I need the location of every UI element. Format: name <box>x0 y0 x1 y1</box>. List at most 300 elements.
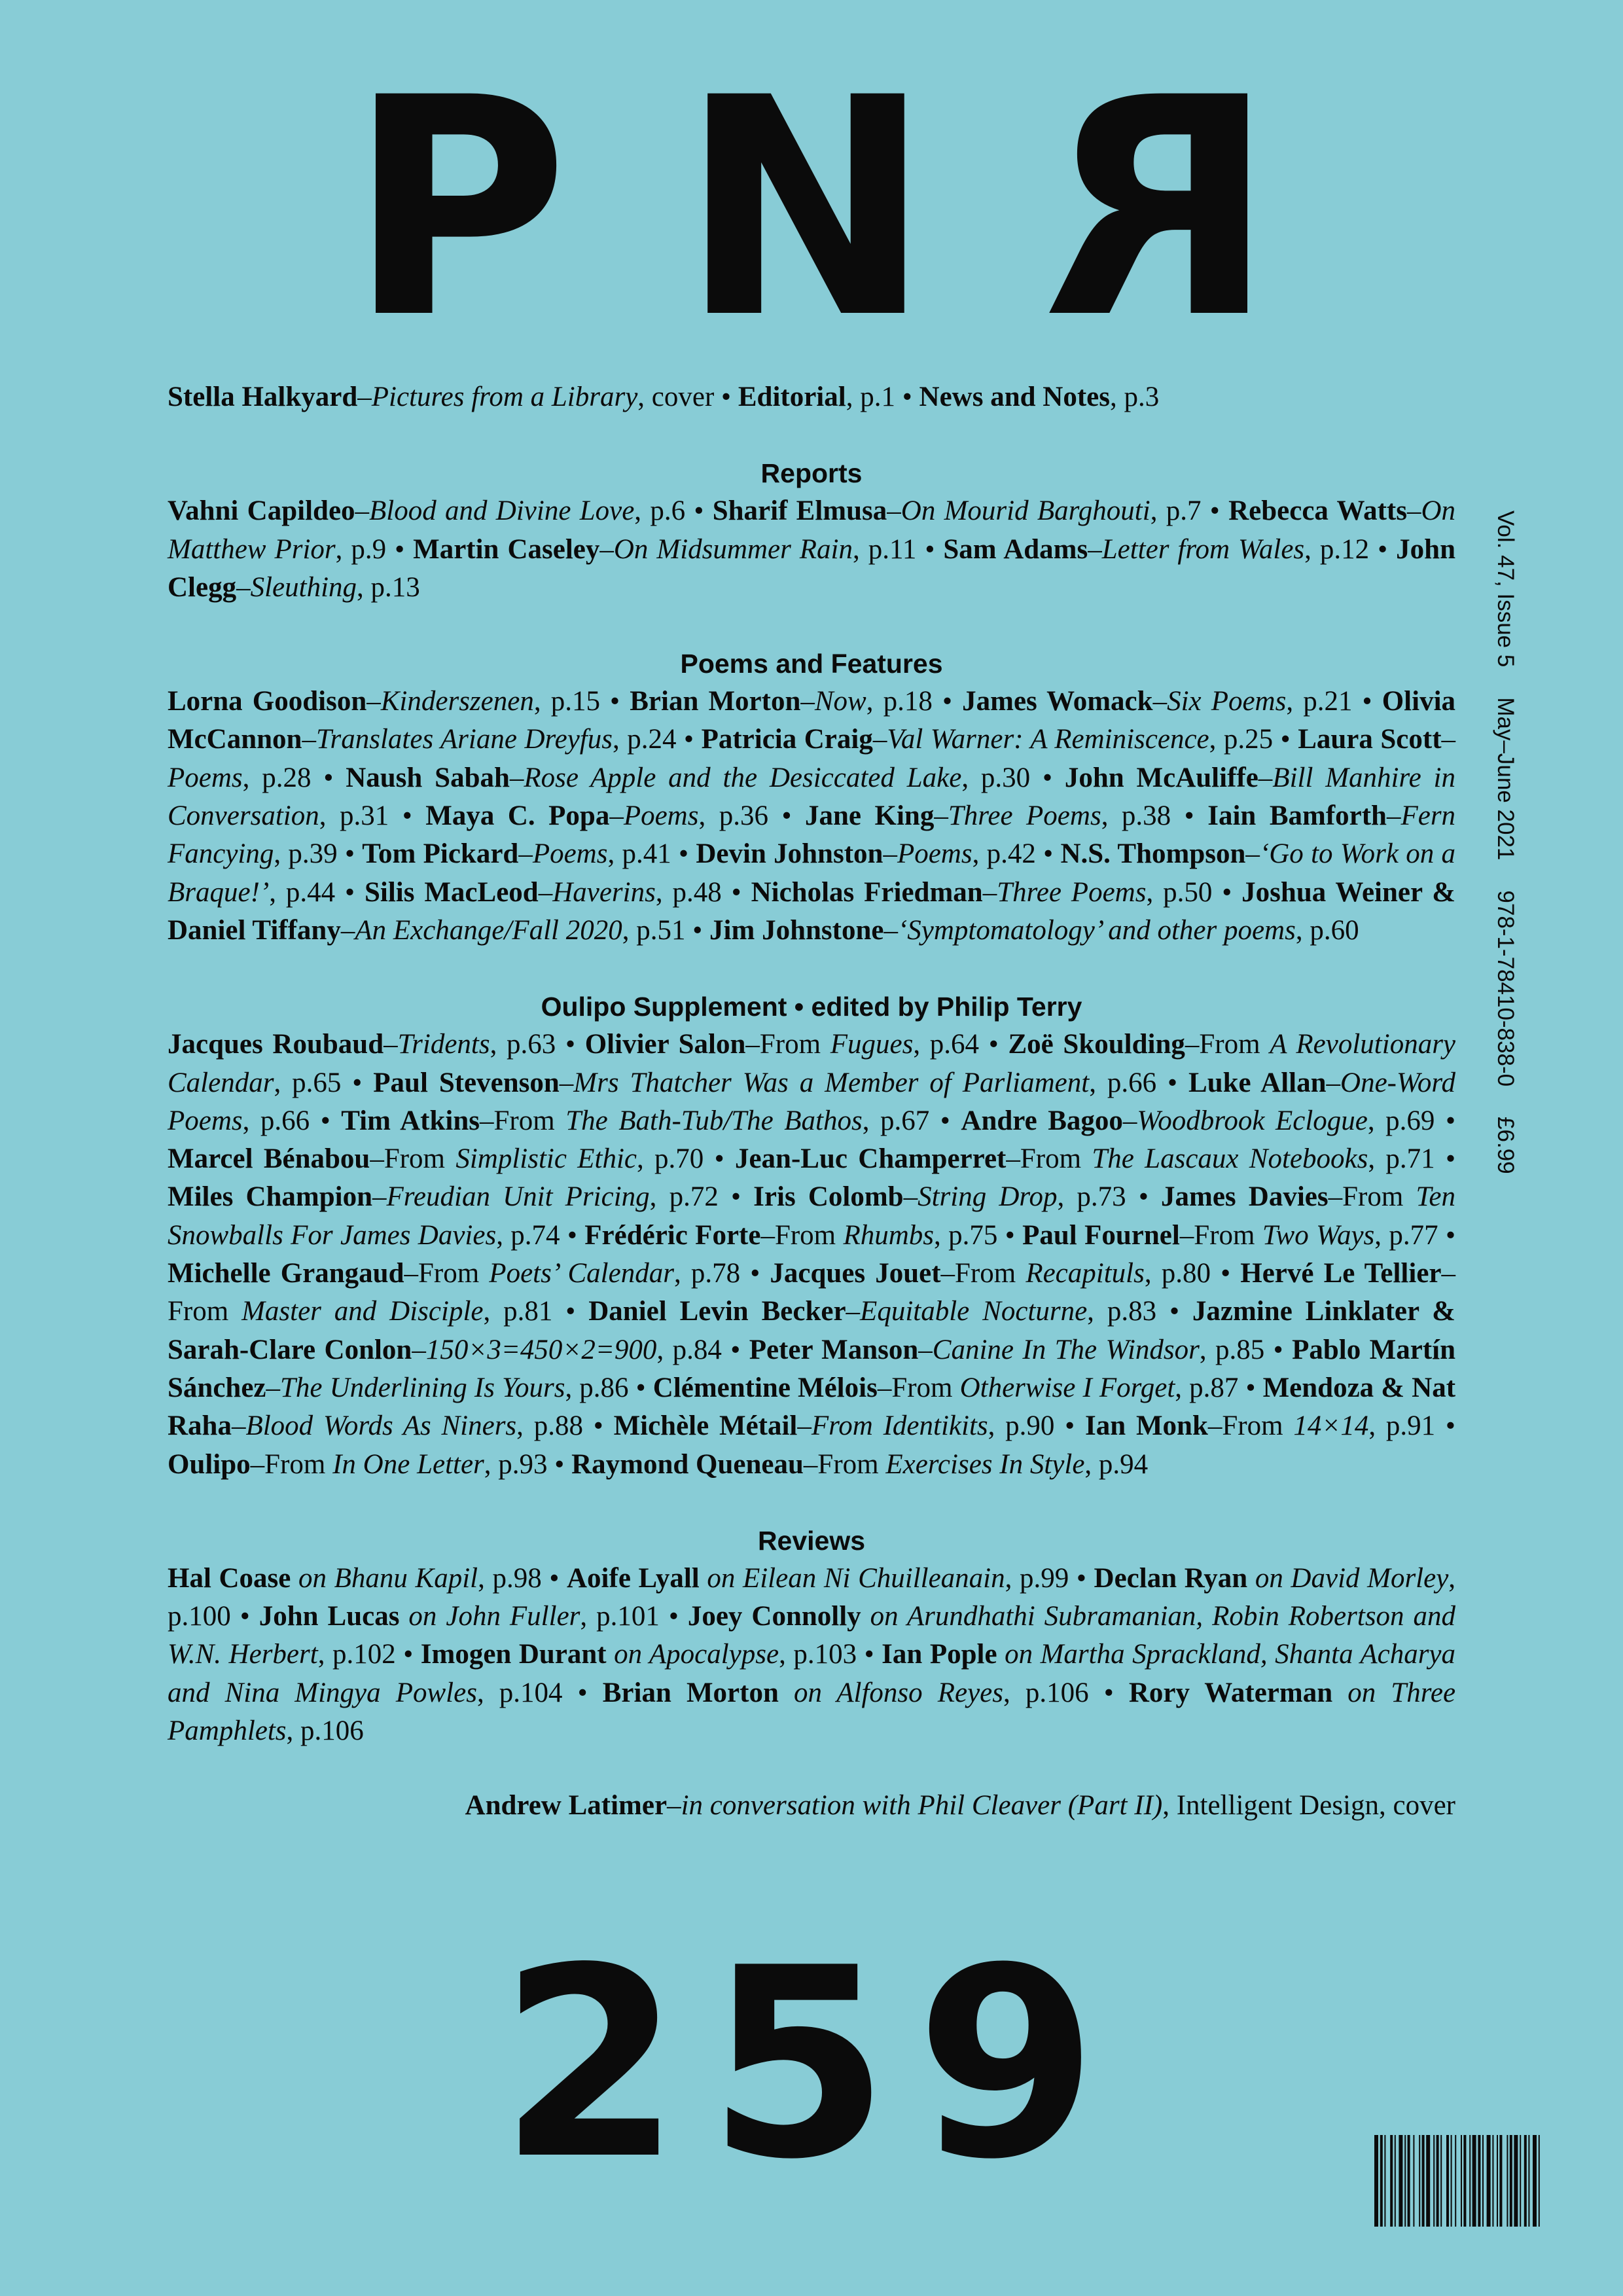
section-heading: Poems and Features <box>680 649 943 679</box>
entry-author: Olivia McCannon <box>168 686 1456 755</box>
contents-entry <box>346 762 1030 793</box>
entry-separator: –From <box>1006 1143 1092 1175</box>
entry-author: Jane King <box>805 800 935 832</box>
issue-number: 259 <box>499 1912 1124 2217</box>
entry-location: , p.74 <box>496 1219 560 1251</box>
entry-location: , p.30 <box>961 762 1031 793</box>
section-entries: Jacques Roubaud–Tridents, p.63 • Olivier Salon–From Fugues, p.64 • Zoë Skoulding–From A Revolutionary Calendar, p.65 • Paul Stevenson–Mrs Thatcher Was a Member of Parliament, p.66 • Luke Allan–One-Word Poems, p.66 • Tim Atkins–From The Bath-Tub/The Bathos, p.67 • Andre Bagoo–Woodbrook Eclogue, p.69 • Marcel Bénabou–From Simplistic Ethic, p.70 • Jean-Luc Champerret–From The Lascaux Notebooks, p.71 • Miles Champion–Freudian Unit Pricing, p.72 • Iris Colomb–String Drop, p.73 • James Davies–From Ten Snowballs For James Davies, p.74 • Frédéric Forte–From Rhumbs, p.75 • Paul Fournel–From Two Ways, p.77 • Michelle Grangaud–From Poets’ Calendar, p.78 • Jacques Jouet–From Recapituls, p.80 • Hervé Le Tellier–From Master and Disciple, p.81 • Daniel Levin Becker–Equitable Nocturne, p.83 • Jazmine Linklater & Sarah-Clare Conlon–150×3=450×2=900, p.84 • Peter Manson–Canine In The Windsor, p.85 • Pablo Martín Sánchez–The Underlining Is Yours, p.86 • Clémentine Mélois–From Otherwise I Forget, p.87 • Mendoza & Nat Raha–Blood Words As Niners, p.88 • Michèle Métail–From Identikits, p.90 • Ian Monk–From 14×14, p.91 • Oulipo–From In One Letter, p.93 • Raymond Queneau–From Exercises In Style, p.94 <box>168 1029 1456 1480</box>
barcode-bar <box>1487 2135 1491 2227</box>
entry-author: Sam Adams <box>943 533 1088 565</box>
entry-location: , p.44 <box>269 876 336 908</box>
section-entries: Lorna Goodison–Kinderszenen, p.15 • Brian Morton–Now, p.18 • James Womack–Six Poems, p.21 • Olivia McCannon–Translates Ariane Dreyfus, p.24 • Patricia Craig–Val Warner: A Reminiscence, p.25 • Laura Scott–Poems, p.28 • Naush Sabah–Rose Apple and the Desiccated Lake, p.30 • John McAuliffe–Bill Manhire in Conversation, p.31 • Maya C. Popa–Poems, p.36 • Jane King–Three Poems, p.38 • Iain Bamforth–Fern Fancying, p.39 • Tom Pickard–Poems, p.41 • Devin Johnston–Poems, p.42 • N.S. Thompson–‘Go to Work on a Braque!’, p.44 • Silis MacLeod–Haverins, p.48 • Nicholas Friedman–Three Poems, p.50 • Joshua Weiner & Daniel Tiffany–An Exchange/Fall 2020, p.51 • Jim Johnstone–‘Symptomatology’ and other poems, p.60 <box>168 686 1456 946</box>
entry-location: , p.88 <box>516 1410 583 1442</box>
entry-location: , p.75 <box>934 1219 998 1251</box>
contents-entry <box>749 1335 1265 1365</box>
barcode-bar <box>1472 2135 1476 2227</box>
entry-separator: – <box>903 1181 918 1213</box>
entry-location: , p.70 <box>636 1143 704 1175</box>
entry-author: Declan Ryan <box>1094 1562 1248 1594</box>
entry-location: , p.83 <box>1087 1296 1157 1327</box>
entry-title: Bill Manhire in Conversation <box>168 762 1456 832</box>
contents-entry <box>919 382 1160 412</box>
entry-title: in conversation with Phil Cleaver (Part II) <box>681 1790 1163 1821</box>
entry-author: Brian Morton <box>630 686 801 717</box>
barcode-bar <box>1520 2135 1521 2227</box>
entry-author: Miles Champion <box>168 1181 373 1213</box>
entry-separator: – <box>918 1334 933 1365</box>
contents-entry <box>1022 1220 1438 1251</box>
entry-separator: –From <box>1207 1410 1294 1442</box>
entry-author: Sharif Elmusa <box>712 495 887 527</box>
entry-location: , p.85 <box>1199 1334 1265 1365</box>
contents-entry <box>961 1105 1435 1136</box>
entry-title: on David Morley <box>1255 1562 1449 1594</box>
contents-entry <box>168 1449 548 1480</box>
entry-title: Rhumbs <box>843 1219 935 1251</box>
contents-entry <box>603 1677 1089 1708</box>
contents-entry <box>738 382 895 412</box>
barcode-bar <box>1390 2135 1393 2227</box>
entry-location: , p.7 <box>1150 495 1202 527</box>
section-entries: Vahni Capildeo–Blood and Divine Love, p.6 • Sharif Elmusa–On Mourid Barghouti, p.7 • Rebecca Watts–On Matthew Prior, p.9 • Martin Caseley–On Midsummer Rain, p.11 • Sam Adams–Letter from Wales, p.12 • John Clegg–Sleuthing, p.13 <box>168 495 1456 603</box>
entry-title: Poems <box>623 800 699 832</box>
entry-author: Brian Morton <box>602 1677 779 1708</box>
entry-title: Sleuthing <box>250 571 357 603</box>
entry-location: , p.99 <box>1005 1562 1069 1594</box>
entry-location: , cover <box>637 382 715 412</box>
entry-title: on Apocalypse <box>614 1639 779 1670</box>
contents-entry <box>421 1639 857 1670</box>
contents-entry <box>168 1143 704 1174</box>
entry-separator: – <box>599 533 614 565</box>
entry-separator: – <box>1245 838 1260 870</box>
contents-entry <box>168 1258 740 1289</box>
entry-separator: –From <box>745 1029 830 1060</box>
entry-title: Canine In The Windsor <box>932 1334 1200 1365</box>
logo-letter-p: P <box>348 34 569 384</box>
entry-separator: – <box>538 876 553 908</box>
closing-credit <box>168 1787 1455 1825</box>
entry-title: Otherwise I Forget <box>959 1372 1175 1403</box>
contents-entry <box>753 1181 1126 1212</box>
entry-location: , p.84 <box>656 1334 722 1365</box>
entry-author: Frédéric Forte <box>584 1219 761 1251</box>
entry-separator: – <box>887 495 901 527</box>
barcode-bar <box>1539 2135 1540 2227</box>
entry-location: , p.51 <box>622 914 686 946</box>
entry-separator <box>607 1639 615 1670</box>
contents-entry <box>571 1449 1148 1480</box>
barcode-bar <box>1408 2135 1410 2227</box>
entry-location: , p.81 <box>483 1296 553 1327</box>
entry-location: , p.11 <box>853 533 917 565</box>
entry-author: Raymond Queneau <box>571 1448 804 1480</box>
entry-separator: – <box>412 1334 426 1365</box>
entry-title: Poems <box>532 838 608 870</box>
entry-separator: –From <box>940 1258 1026 1289</box>
entry-title: The Bath-Tub/The Bathos <box>565 1105 863 1136</box>
entry-location: , p.77 <box>1374 1219 1438 1251</box>
barcode-bar <box>1507 2135 1508 2227</box>
entry-title: A Revolutionary Calendar <box>168 1029 1456 1098</box>
entry-separator: – <box>231 1410 246 1442</box>
logo-letter-n: N <box>679 34 932 384</box>
entry-author: Lorna Goodison <box>168 686 367 717</box>
section-entries: Hal Coase on Bhanu Kapil, p.98 • Aoife Lyall on Eilean Ni Chuilleanain, p.99 • Declan Ryan on David Morley, p.100 • John Lucas on John Fuller, p.101 • Joey Connolly on Arundhathi Subramanian, Robin Robertson and W.N. Herbert, p.102 • Imogen Durant on Apocalypse, p.103 • Ian Pople on Martha Sprackland, Shanta Acharya and Nina Mingya Powles, p.104 • Brian Morton on Alfonso Reyes, p.106 • Rory Waterman on Three Pamphlets, p.106 <box>168 1562 1456 1747</box>
entry-title: ‘Go to Work on a Braque!’ <box>168 838 1456 908</box>
barcode-bar <box>1451 2135 1452 2227</box>
entry-location: , p.39 <box>274 838 338 870</box>
entry-location: , p.80 <box>1144 1258 1211 1289</box>
entry-author: Oulipo <box>168 1448 251 1480</box>
barcode-bar <box>1436 2135 1439 2227</box>
contents-entry <box>696 838 1036 869</box>
entry-author: Hal Coase <box>168 1562 291 1594</box>
entry-title: An Exchange/Fall 2020 <box>355 914 622 946</box>
entry-separator: – <box>1088 533 1102 565</box>
entry-separator: – <box>355 495 370 527</box>
entry-title: In One Letter <box>332 1448 484 1480</box>
entry-separator: – <box>372 1181 387 1213</box>
entry-author: Editorial <box>738 382 846 412</box>
entry-location: , p.102 <box>317 1639 396 1670</box>
entry-title: Three Poems <box>997 876 1147 908</box>
contents-entry <box>168 495 685 526</box>
entry-separator <box>861 1601 870 1632</box>
barcode-bar <box>1433 2135 1435 2227</box>
entry-title: Mrs Thatcher Was a Member of Parliament <box>573 1067 1090 1098</box>
contents-entry <box>713 495 1202 526</box>
barcode-bar <box>1478 2135 1480 2227</box>
entry-author: Mendoza & Nat Raha <box>168 1372 1456 1442</box>
entry-location: , p.66 <box>242 1105 310 1136</box>
entry-title: Rose Apple and the Desiccated Lake <box>524 762 962 793</box>
barcode-bar <box>1426 2135 1430 2227</box>
entry-separator: – <box>1152 686 1168 717</box>
barcode-bar <box>1463 2135 1466 2227</box>
entry-location: , p.1 <box>846 382 895 412</box>
entry-location: , p.90 <box>988 1410 1055 1442</box>
entry-location: , p.93 <box>484 1448 548 1480</box>
entry-separator: –From <box>760 1219 844 1251</box>
contents-entry <box>365 877 722 908</box>
entry-separator: – <box>934 800 948 832</box>
entry-separator: – <box>509 762 524 793</box>
barcode-bar <box>1399 2135 1402 2227</box>
entry-author: Peter Manson <box>749 1334 919 1365</box>
entry-title: Now <box>814 686 866 717</box>
entry-author: Jacques Roubaud <box>168 1029 384 1060</box>
entry-location: , p.18 <box>866 686 933 717</box>
contents-entry <box>630 686 933 717</box>
entry-author: Vahni Capildeo <box>168 495 355 527</box>
entry-separator: – <box>846 1296 861 1327</box>
entry-title: On Midsummer Rain <box>613 533 853 565</box>
entry-separator <box>700 1563 707 1594</box>
entry-title: on Martha Sprackland, Shanta Acharya and Nina Mingya Powles <box>168 1639 1456 1708</box>
entry-author: Iain Bamforth <box>1207 800 1387 832</box>
entry-title: ‘Symptomatology’ and other poems <box>897 914 1296 946</box>
entry-author: John Lucas <box>259 1601 400 1632</box>
entry-separator <box>1247 1563 1255 1594</box>
barcode-bar <box>1499 2135 1502 2227</box>
entry-location: , p.13 <box>357 571 420 603</box>
contents-entry <box>653 1372 1239 1403</box>
entry-title: Haverins <box>552 876 656 908</box>
entry-title: Two Ways <box>1262 1219 1375 1251</box>
entry-location: , p.48 <box>655 876 722 908</box>
contents-entry <box>1085 1410 1435 1441</box>
contents-entry <box>168 1563 542 1594</box>
entry-title: 14×14 <box>1293 1410 1369 1442</box>
entry-author: Joey Connolly <box>687 1601 861 1632</box>
contents-entry <box>735 1143 1435 1174</box>
entry-title: Tridents <box>397 1029 490 1060</box>
contents-entry <box>362 838 671 869</box>
entry-title: Ten Snowballs For James Davies <box>168 1181 1456 1251</box>
entry-separator: – <box>800 686 815 717</box>
entry-location: , p.101 <box>580 1601 660 1632</box>
entry-author: Ian Pople <box>882 1639 997 1670</box>
entry-title: Kinderszenen <box>380 686 534 717</box>
contents-entry <box>751 877 1213 908</box>
contents-entry <box>614 1410 1055 1441</box>
entry-author: Patricia Craig <box>701 724 873 755</box>
entry-title: on Three Pamphlets <box>168 1677 1456 1747</box>
entry-location: , p.73 <box>1057 1181 1126 1213</box>
entry-location: , p.31 <box>319 800 389 832</box>
entry-location: , p.65 <box>274 1067 342 1098</box>
entry-separator: –From <box>480 1105 566 1136</box>
entry-location: , p.38 <box>1101 800 1171 832</box>
entry-author: Tom Pickard <box>362 838 519 870</box>
entry-separator: –From <box>1328 1181 1416 1213</box>
entry-location: , p.87 <box>1175 1372 1239 1403</box>
entry-location: , p.71 <box>1368 1143 1435 1175</box>
entry-title: on Alfonso Reyes <box>793 1677 1004 1708</box>
entry-location: , p.60 <box>1295 914 1359 946</box>
entry-title: Freudian Unit Pricing <box>386 1181 650 1213</box>
entry-title: on Bhanu Kapil <box>298 1562 478 1594</box>
entry-location: , p.64 <box>913 1029 980 1060</box>
entry-title: From Identikits <box>811 1410 988 1442</box>
entry-title: Fugues <box>830 1029 914 1060</box>
entry-author: Daniel Levin Becker <box>588 1296 846 1327</box>
entry-separator: – <box>609 800 624 832</box>
entry-title: Woodbrook Eclogue <box>1137 1105 1368 1136</box>
isbn: 978-1-78410-838-0 <box>1493 890 1518 1087</box>
entry-author: John Clegg <box>168 533 1455 603</box>
entry-location: , p.36 <box>698 800 768 832</box>
barcode-bar <box>1419 2135 1420 2227</box>
entry-title: Val Warner: A Reminiscence <box>887 724 1209 755</box>
entry-author: Devin Johnston <box>696 838 883 870</box>
entry-author: Iris Colomb <box>753 1181 904 1213</box>
entry-location: , p.69 <box>1367 1105 1435 1136</box>
entry-title: Equitable Nocturne <box>860 1296 1088 1327</box>
entry-title: Three Poems <box>948 800 1101 832</box>
entry-author: Jazmine Linklater & Sarah-Clare Conlon <box>168 1296 1455 1365</box>
entry-title: On Matthew Prior <box>168 495 1456 565</box>
entry-location: , p.91 <box>1368 1410 1436 1442</box>
entry-author: N.S. Thompson <box>1060 838 1246 870</box>
logo-letter-r-mirrored: R <box>1043 34 1275 384</box>
entry-title: Pictures from a Library <box>371 382 638 412</box>
entry-separator: – <box>667 1790 681 1821</box>
entry-author: Pablo Martín Sánchez <box>168 1334 1455 1403</box>
entry-location: , p.86 <box>565 1372 629 1403</box>
entry-location: , p.66 <box>1089 1067 1157 1098</box>
entry-author: James Womack <box>962 686 1153 717</box>
entry-separator: –From <box>370 1143 456 1175</box>
entry-location: , p.12 <box>1304 533 1370 565</box>
contents-sections <box>168 454 1455 1750</box>
entry-separator: – <box>1122 1105 1137 1136</box>
volume-issue: Vol. 47, Issue 5 <box>1493 511 1518 668</box>
entry-separator: – <box>982 876 997 908</box>
contents-entry <box>373 1067 1156 1098</box>
barcode-bar <box>1374 2135 1378 2227</box>
entry-separator: – <box>383 1029 398 1060</box>
entry-location: , p.78 <box>673 1258 741 1289</box>
entry-author: Naush Sabah <box>346 762 510 793</box>
entry-separator <box>779 1677 794 1708</box>
entry-author: Marcel Bénabou <box>168 1143 370 1175</box>
entry-author: Jacques Jouet <box>770 1258 941 1289</box>
entry-location: , p.103 <box>779 1639 857 1670</box>
barcode-bar <box>1395 2135 1396 2227</box>
entry-author: Michelle Grangaud <box>168 1258 404 1289</box>
contents-entry <box>413 534 916 565</box>
barcode-bar <box>1461 2135 1462 2227</box>
barcode-bar <box>1422 2135 1425 2227</box>
entry-author: Olivier Salon <box>584 1029 746 1060</box>
entry-title: on John Fuller <box>408 1601 580 1632</box>
entry-author: Andrew Latimer <box>465 1790 668 1821</box>
entry-title: Letter from Wales <box>1101 533 1305 565</box>
spine-details <box>1486 511 1525 1283</box>
entry-title: Blood Words As Niners <box>245 1410 517 1442</box>
entry-separator <box>291 1563 298 1594</box>
entry-title: The Lascaux Notebooks <box>1092 1143 1368 1175</box>
entry-separator: –From <box>404 1258 490 1289</box>
entry-author: Michèle Métail <box>613 1410 798 1442</box>
entry-author: Maya C. Popa <box>425 800 610 832</box>
entry-location: , p.21 <box>1286 686 1353 717</box>
entry-author: Zoë Skoulding <box>1008 1029 1185 1060</box>
barcode-bar <box>1469 2135 1471 2227</box>
contents-entry <box>588 1296 1156 1327</box>
entry-separator: –From <box>1179 1219 1262 1251</box>
entry-location: , p.50 <box>1146 876 1213 908</box>
entry-location: , p.106 <box>286 1715 364 1747</box>
entry-title: Poems <box>897 838 972 870</box>
entry-separator: –From <box>1185 1029 1270 1060</box>
entry-separator: – <box>883 838 897 870</box>
entry-location: , p.104 <box>476 1677 563 1708</box>
entry-separator: – <box>872 724 887 755</box>
contents-entry <box>702 724 1274 755</box>
barcode-bar <box>1455 2135 1456 2227</box>
entry-author: Rory Waterman <box>1128 1677 1333 1708</box>
barcode-bar <box>1533 2135 1537 2227</box>
barcode-bar <box>1514 2135 1518 2227</box>
entry-title: Poets’ Calendar <box>489 1258 674 1289</box>
contents-entry <box>425 800 768 831</box>
entry-location: , p.9 <box>335 533 387 565</box>
entry-author: Paul Stevenson <box>373 1067 560 1098</box>
entry-separator: – <box>266 1372 280 1403</box>
entry-title: Translates Ariane Dreyfus <box>315 724 613 755</box>
entry-title: One-Word Poems <box>168 1067 1455 1136</box>
contents-entry <box>259 1601 660 1632</box>
entry-title: Blood and Divine Love <box>369 495 635 527</box>
entry-separator: – <box>797 1410 812 1442</box>
contents-entry <box>709 915 1359 946</box>
entry-location: , p.94 <box>1084 1448 1149 1480</box>
entry-title: On Mourid Barghouti <box>901 495 1150 527</box>
entry-author: Stella Halkyard <box>168 382 358 412</box>
entry-location: , p.6 <box>634 495 686 527</box>
masthead-logo <box>0 34 1623 384</box>
entry-title: Six Poems <box>1167 686 1287 717</box>
entry-author: Imogen Durant <box>420 1639 607 1670</box>
barcode-bar <box>1524 2135 1527 2227</box>
entry-separator: –From <box>250 1448 333 1480</box>
section-heading: Reviews <box>757 1525 866 1556</box>
entry-separator: – <box>366 686 381 717</box>
entry-separator <box>1332 1677 1347 1708</box>
barcode-bar <box>1482 2135 1484 2227</box>
entry-author: Hervé Le Tellier <box>1240 1258 1442 1289</box>
entry-separator: – <box>883 914 898 946</box>
section-heading: Reports <box>760 458 863 489</box>
entry-title: Fern Fancying <box>168 800 1456 870</box>
entry-separator: – <box>1406 495 1421 527</box>
entry-author: Paul Fournel <box>1022 1219 1180 1251</box>
entry-title: Poems <box>168 762 243 793</box>
barcode-bar <box>1404 2135 1406 2227</box>
price: £6.99 <box>1493 1117 1518 1174</box>
barcode-bar <box>1492 2135 1493 2227</box>
entry-location: , p.28 <box>242 762 312 793</box>
entry-separator: – <box>1326 1067 1341 1098</box>
entry-author: Ian Monk <box>1085 1410 1208 1442</box>
entry-separator <box>399 1601 408 1632</box>
contents-entry <box>770 1258 1211 1289</box>
entry-location: , p.98 <box>478 1562 542 1594</box>
contents-entry <box>168 382 714 412</box>
entry-separator: – <box>1258 762 1273 793</box>
contents-entry <box>805 800 1171 831</box>
entry-separator <box>997 1639 1005 1670</box>
entry-title: Recapituls <box>1026 1258 1145 1289</box>
entry-title: on Eilean Ni Chuilleanain <box>707 1562 1005 1594</box>
barcode-bar <box>1497 2135 1498 2227</box>
barcode-bar <box>1380 2135 1383 2227</box>
entry-separator: – <box>1441 724 1456 755</box>
entry-location: , p.42 <box>972 838 1036 870</box>
contents-entry <box>584 1220 997 1251</box>
entry-separator: – <box>236 571 251 603</box>
entry-author: Luke Allan <box>1188 1067 1327 1098</box>
contents-entry <box>168 1029 556 1060</box>
barcode-bar <box>1446 2135 1449 2227</box>
entry-separator: – <box>1386 800 1401 832</box>
entry-author: Nicholas Friedman <box>751 876 983 908</box>
entry-separator: – <box>340 914 355 946</box>
entry-location: , Intelligent Design, cover <box>1162 1790 1455 1821</box>
